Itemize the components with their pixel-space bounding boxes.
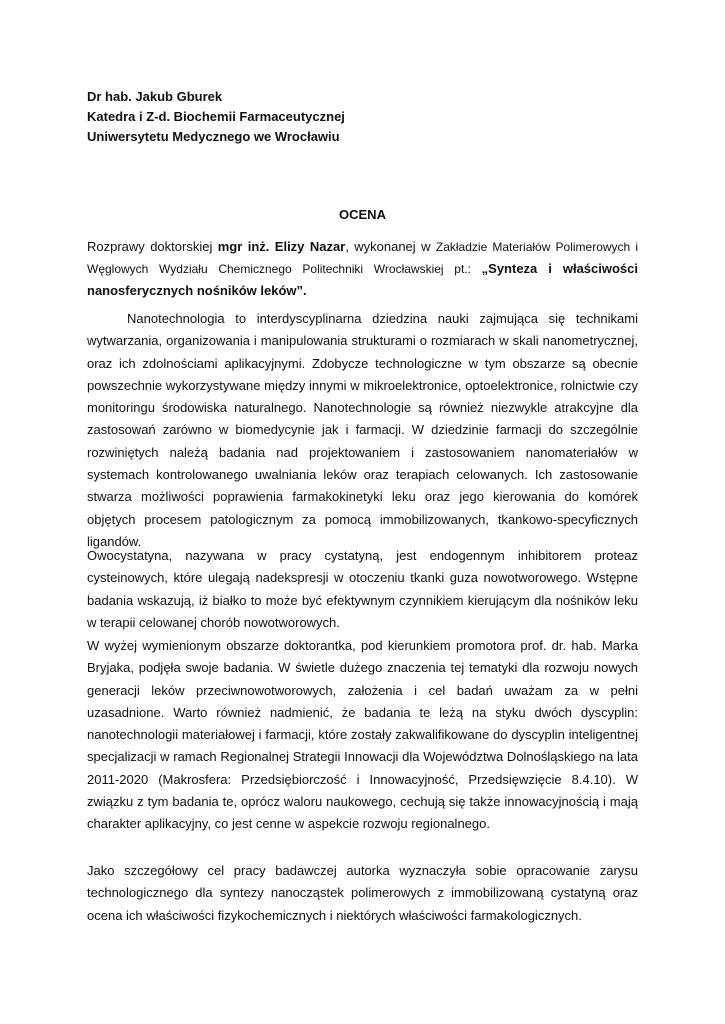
author-university: Uniwersytetu Medycznego we Wrocławiu (87, 129, 340, 144)
paragraph-2-text: Owocystatyna, nazywana w pracy cystatyną, jest endogennym inhibitorem proteaz cysteinowych, które ulegają nadekspresji w otoczeniu tkanki guza nowotworowego. Wstępne badania wskazują, iż białko to może być efektywnym czynnikiem kierującym dla nośników leku w terapii celowanej chorób nowotworowych. (87, 548, 638, 630)
intro-text-2: , wykonanej w (345, 239, 436, 254)
paragraph-4-text: Jako szczegółowy cel pracy badawczej autorka wyznaczyła sobie opracowanie zarysu technologicznego dla syntezy nanocząstek polimerowych z immobilizowaną cystatyną oraz ocena ich właściwości fizykochemicznych i niektórych właściwości farmakologicznych. (87, 863, 638, 923)
intro-text-1: Rozprawy doktorskiej (87, 239, 218, 254)
thesis-title: „Synteza i właściwości nanosferycznych nośników leków”. (87, 261, 638, 298)
author-name: Dr hab. Jakub Gburek (87, 89, 223, 104)
author-department: Katedra i Z-d. Biochemii Farmaceutycznej (87, 109, 345, 124)
candidate-name: mgr inż. Elizy Nazar (217, 239, 346, 254)
paragraph-research-area (87, 635, 638, 836)
paragraph-3-text: W wyżej wymienionym obszarze doktorantka, pod kierunkiem promotora prof. dr. hab. Marka Bryjaka, podjęła swoje badania. W świetle dużego znaczenia tej tematyki dla rozwoju nowych generacji leków przeciwnowotworowych, założenia i cel badań uważam za w pełni uzasadnione. Warto również nadmienić, że badania te leżą na styku dwóch dyscyplin: nanotechnologii materiałowej i farmacji, które zostały zakwalifikowane do dyscyplin inteligentnej specjalizacji w ramach Regionalnej Strategii Innowacji dla Województwa Dolnośląskiego na lata 2011-2020 (Makrosfera: Przedsiębiorczość i Innowacyjność, Przedsięwzięcie 8.4.10). W związku z tym badania te, oprócz waloru naukowego, cechują się także innowacyjnością i mają charakter aplikacyjny, co jest cenne w aspekcie rozwoju regionalnego. (87, 638, 638, 832)
intro-paragraph (87, 236, 638, 302)
paragraph-1-text: Nanotechnologia to interdyscyplinarna dziedzina nauki zajmująca się technikami wytwarzania, organizowania i manipulowania strukturami o rozmiarach w skali nanometrycznej, oraz ich zdolnościami aplikacyjnymi. Zdobycze technologiczne w tym obszarze są obecnie powszechnie wykorzystywane między innymi w mikroelektronice, optoelektronice, rolnictwie czy monitoringu środowiska naturalnego. Nanotechnologie są również niezwykle atrakcyjne dla zastosowań zarówno w biomedycynie jak i farmacji. W dziedzinie farmacji do szczególnie rozwiniętych należą badania nad projektowaniem i zastosowaniem nanomateriałów w systemach kontrolowanego uwalniania leków oraz terapiach celowanych. Ich zastosowanie stwarza możliwości poprawienia farmakokinetyki leku oraz jego kierowania do komórek objętych procesem patologicznym za pomocą immobilizowanych, tkankowo-specyficznych ligandów. (87, 311, 638, 549)
paragraph-nanotechnology (87, 308, 638, 553)
paragraph-research-goal (87, 860, 638, 927)
author-header (87, 87, 345, 147)
institution-name: Zakładzie Materiałów Polimerowych i Węglowych Wydziału Chemicznego Politechniki Wrocławskiej (87, 240, 639, 276)
paragraph-cystatin (87, 545, 638, 634)
intro-text-3: pt.: (443, 262, 482, 276)
document-title: OCENA (339, 207, 386, 222)
